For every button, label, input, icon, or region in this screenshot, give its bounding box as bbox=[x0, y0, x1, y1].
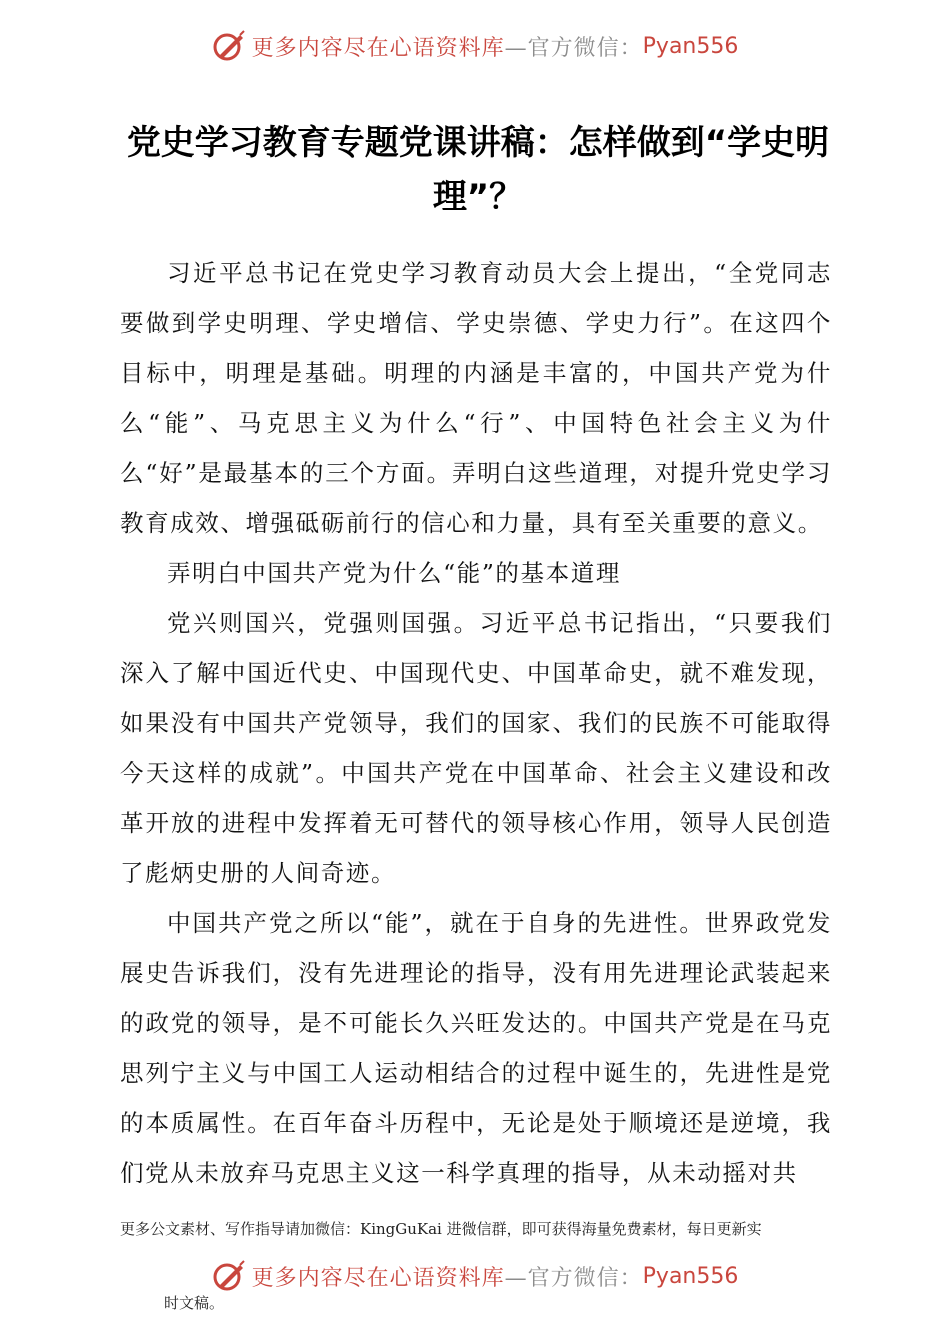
paragraph-party: 党兴则国兴，党强则国强。习近平总书记指出，“只要我们深入了解中国近代史、中国现代史、中国革命史，就不难发现，如果没有中国共产党领导，我们的国家、我们的民族不可能取得今天这样的成就”。中国共产党在中国革命、社会主义建设和改革开放的进程中发挥着无可替代的领导核心作用，领导人民创造了彪炳史册的人间奇迹。 bbox=[120, 609, 832, 887]
document-body bbox=[120, 248, 832, 1198]
banner-brand-text: 更多内容尽在心语资料库 bbox=[251, 35, 505, 61]
pen-logo-icon bbox=[212, 1259, 246, 1293]
paragraph-intro: 习近平总书记在党史学习教育动员大会上提出，“全党同志要做到学史明理、学史增信、学史崇德、学史力行”。在这四个目标中，明理是基础。明理的内涵是丰富的，中国共产党为什么“能”、马克思主义为什么“行”、中国特色社会主义为什么“好”是最基本的三个方面。弄明白这些道理，对提升党史学习教育成效、增强砥砺前行的信心和力量，具有至关重要的意义。 bbox=[120, 259, 832, 537]
footer-note: 更多公文素材、写作指导请加微信：KingGuKai 进微信群，即可获得海量免费素材，每日更新实 bbox=[120, 1220, 762, 1238]
banner-wechat-label: —官方微信： bbox=[504, 1265, 643, 1291]
footer-note-continued: 时文稿。 bbox=[164, 1294, 225, 1312]
section-heading: 弄明白中国共产党为什么“能”的基本道理 bbox=[167, 559, 621, 587]
watermark-banner-top bbox=[0, 24, 950, 68]
watermark-banner-bottom bbox=[0, 1254, 950, 1298]
banner-wechat-handle: Pyan556 bbox=[642, 1263, 739, 1289]
pen-logo-icon bbox=[212, 29, 246, 63]
banner-brand-text: 更多内容尽在心语资料库 bbox=[251, 1265, 505, 1291]
document-title: 党史学习教育专题党课讲稿：怎样做到“学史明理”？ bbox=[126, 123, 830, 217]
banner-wechat-label: —官方微信： bbox=[504, 35, 643, 61]
paragraph-advanced: 中国共产党之所以“能”，就在于自身的先进性。世界政党发展史告诉我们，没有先进理论的指导，没有用先进理论武装起来的政党的领导，是不可能长久兴旺发达的。中国共产党是在马克思列宁主义与中国工人运动相结合的过程中诞生的，先进性是党的本质属性。在百年奋斗历程中，无论是处于顺境还是逆境，我们党从未放弃马克思主义这一科学真理的指导，从未动摇对共 bbox=[120, 909, 832, 1187]
banner-wechat-handle: Pyan556 bbox=[642, 33, 739, 59]
